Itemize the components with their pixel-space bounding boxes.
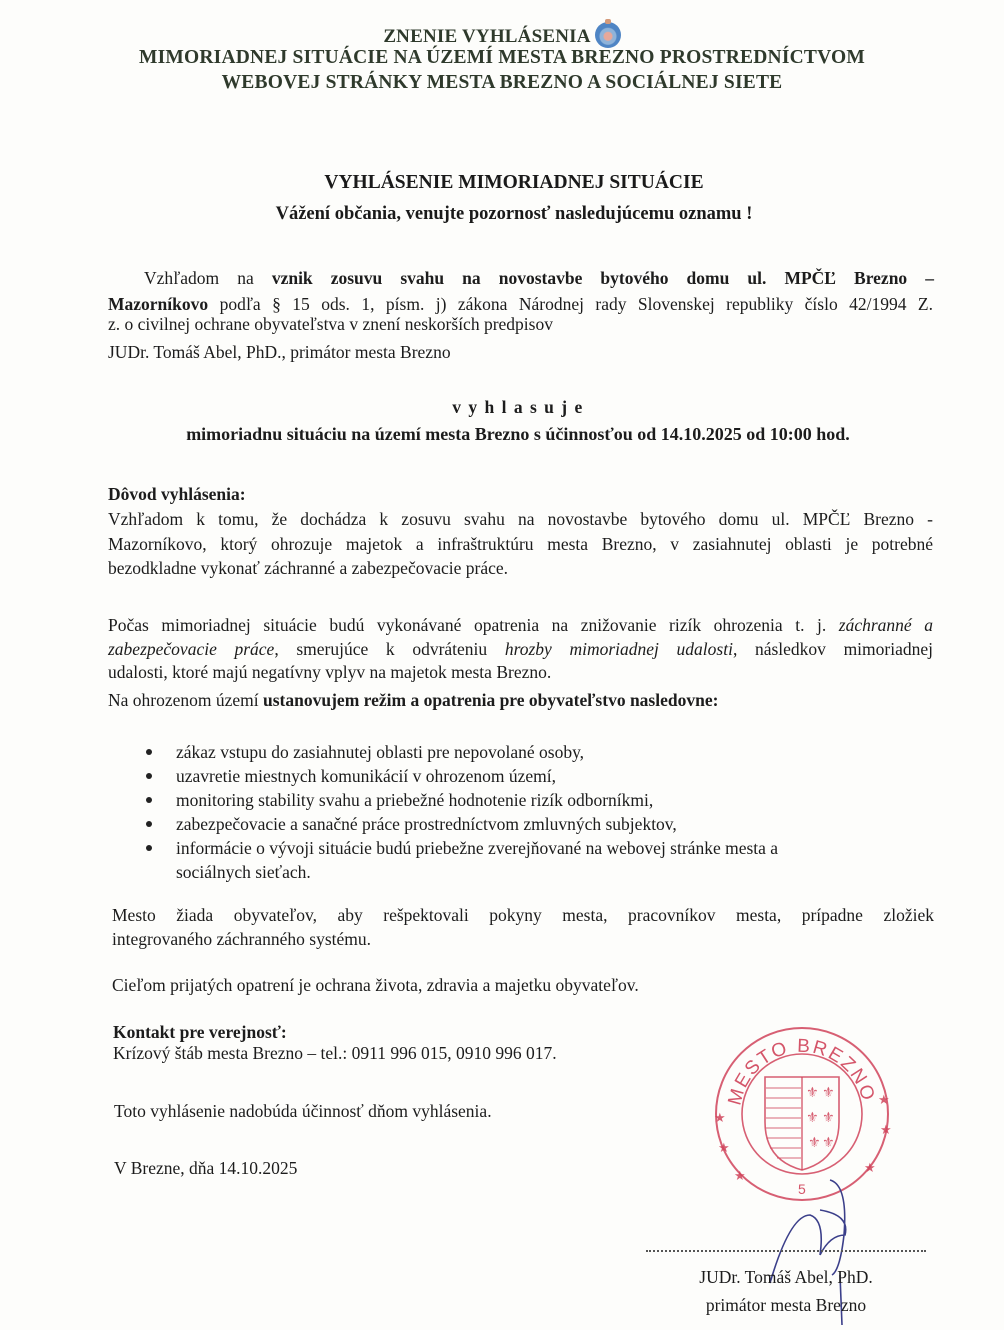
svg-text:★: ★ [880,1123,892,1138]
intro-line-2: Mazorníkovo podľa § 15 ods. 1, písm. j) zákona Národnej rady Slovenskej republiky číslo 42/1994 Z. [108,294,933,314]
header-line-3: WEBOVEJ STRÁNKY MESTA BREZNO A SOCIÁLNEJ SIETE [221,72,783,93]
signature-line [646,1250,926,1252]
measures-line-2: zabezpečovacie práce, smerujúce k odvráteniu hrozby mimoriadnej udalosti, následkov mimoriadnej [108,639,933,659]
header-line-2: MIMORIADNEJ SITUÁCIE NA ÚZEMÍ MESTA BREZNO PROSTREDNÍCTVOM [139,47,865,68]
bullet-icon [146,845,152,851]
list-item: informácie o vývoji situácie budú priebežne zverejňované na webovej stránke mesta a sociálnych sieťach. [108,836,868,884]
svg-text:⚜: ⚜ [808,1135,821,1151]
contact-heading: Kontakt pre verejnosť: [113,1022,287,1042]
header-line-1: ZNENIE VYHLÁSENIA [0,22,1004,48]
intro-line-1: Vzhľadom na vznik zosuvu svahu na novostavbe bytového domu ul. MPČĽ Brezno – [144,268,935,288]
svg-text:MESTO BREZNO: MESTO BREZNO [724,1035,879,1108]
measures-line-1: Počas mimoriadnej situácie budú vykonávané opatrenia na znižovanie rizík ohrozenia t. j. záchranné a [108,615,934,635]
svg-text:★: ★ [864,1161,876,1176]
bullet-icon [146,773,152,779]
measures-line-4: Na ohrozenom území ustanovujem režim a opatrenia pre obyvateľstvo nasledovne: [108,690,719,710]
list-item: uzavretie miestnych komunikácií v ohrozenom území, [108,764,868,788]
effective-text: Toto vyhlásenie nadobúda účinnosť dňom vyhlásenia. [114,1101,492,1121]
contact-text: Krízový štáb mesta Brezno – tel.: 0911 996 015, 0910 996 017. [113,1043,557,1063]
declaration-verb: v y h l a s u j e [452,397,584,417]
list-item: monitoring stability svahu a priebežné hodnotenie rizík odborníkmi, [108,788,868,812]
document-title: VYHLÁSENIE MIMORIADNEJ SITUÁCIE [324,172,704,193]
reason-line-2: Mazorníkovo, ktorý ohrozuje majetok a infraštruktúru mesta Brezno, v zasiahnutej oblasti je potrebné [108,534,933,554]
svg-text:★: ★ [714,1111,726,1126]
city-emblem-icon [595,22,621,48]
svg-text:⚜: ⚜ [822,1085,835,1101]
reason-line-3: bezodkladne vykonať záchranné a zabezpečovacie práce. [108,558,509,578]
bullet-icon [146,749,152,755]
svg-text:⚜: ⚜ [822,1135,835,1151]
svg-text:⚜: ⚜ [822,1110,835,1126]
svg-text:5: 5 [798,1181,806,1197]
declaration-statement: mimoriadnu situáciu na území mesta Brezno s účinnosťou od 14.10.2025 od 10:00 hod. [186,424,850,444]
request-line-1: Mesto žiada obyvateľov, aby rešpektovali pokyny mesta, pracovníkov mesta, prípadne zložiek [112,905,934,925]
reason-heading: Dôvod vyhlásenia: [108,484,246,504]
list-item: zákaz vstupu do zasiahnutej oblasti pre nepovolané osoby, [108,740,868,764]
document-subtitle: Vážení občania, venujte pozornosť nasledujúcemu oznamu ! [275,204,753,224]
svg-text:★: ★ [878,1093,890,1108]
bullet-icon [146,797,152,803]
reason-line-1: Vzhľadom k tomu, že dochádza k zosuvu svahu na novostavbe bytového domu ul. MPČĽ Brezno - [108,509,933,529]
measures-list [108,740,868,884]
signatory-role: primátor mesta Brezno [705,1295,867,1315]
measures-line-3: udalosti, ktoré majú negatívny vplyv na majetok mesta Brezno. [108,662,552,682]
bullet-icon [146,821,152,827]
svg-text:★: ★ [734,1169,746,1184]
svg-text:★: ★ [718,1141,730,1156]
intro-line-4: JUDr. Tomáš Abel, PhD., primátor mesta Brezno [108,342,451,362]
list-item: zabezpečovacie a sanačné práce prostredníctvom zmluvných subjektov, [108,812,868,836]
place-date: V Brezne, dňa 14.10.2025 [114,1158,298,1178]
svg-text:⚜: ⚜ [806,1110,819,1126]
goal-text: Cieľom prijatých opatrení je ochrana života, zdravia a majetku obyvateľov. [112,975,639,995]
request-line-2: integrovaného záchranného systému. [112,929,372,949]
intro-line-3: z. o civilnej ochrane obyvateľstva v znení neskorších predpisov [108,314,553,334]
svg-text:⚜: ⚜ [806,1085,819,1101]
signatory-name: JUDr. Tomáš Abel, PhD. [699,1267,873,1287]
